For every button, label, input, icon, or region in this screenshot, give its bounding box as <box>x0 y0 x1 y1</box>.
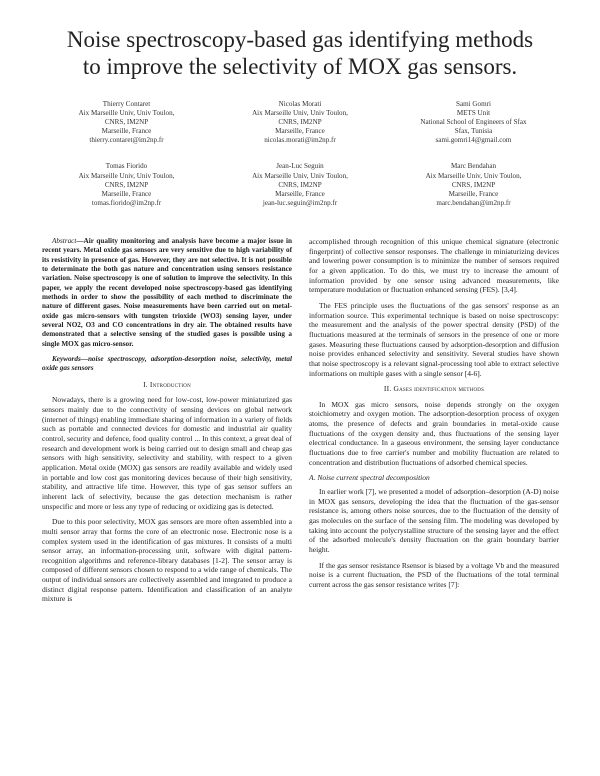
author-card <box>387 100 560 145</box>
abstract-label: Abstract <box>52 237 77 245</box>
author-affiliation: Aix Marseille Univ, Univ Toulon, <box>78 109 175 118</box>
title-line-1: Noise spectroscopy-based gas identifying methods <box>66 27 534 52</box>
author-card <box>40 162 213 207</box>
author-name: Sami Gomri <box>456 100 491 108</box>
author-card <box>214 162 387 207</box>
author-city: Marseille, France <box>275 189 325 198</box>
author-card <box>40 100 213 145</box>
author-affiliation: METS Unit <box>456 109 491 118</box>
author-affiliation: Aix Marseille Univ, Univ Toulon, <box>252 171 348 180</box>
paragraph: Due to this poor selectivity, MOX gas sensors are more often assembled into a multi sensor array that forms the core of an electronic nose. Electronic nose is a complex system used in the identification of gas mixtures. It consists of a multi sensor array, an information-processing unit, software with digital pattern-recognition algorithms and reference-library databases [1-2]. The sensor array is composed of different sensors chosen to respond to a wide range of chemicals. The output of individual sensors are collectively assembled and integrated to produce a distinct digital response pattern. Identification and classification of an analyte mixture is <box>42 517 292 604</box>
title-line-2: to improve the selectivity of MOX gas sensors. <box>82 54 518 79</box>
author-email[interactable]: thierry.contaret@im2np.fr <box>89 136 164 145</box>
paragraph: The FES principle uses the fluctuations of the gas sensors' response as an information source. This experimental technique is based on noise spectroscopy: the measurement and the analysis of the power spectral density (PSD) of the fluctuations measured at the terminals of sensors in the presence of one or more gases. Measuring these fluctuations caused by adsorption-desorption and diffusion noise provides enhanced selectivity and sensitivity. Several studies have shown that noise spectroscopy is a relevant signal-processing tool able to extract selective informations on multiple gases with a single sensor [4-6]. <box>309 300 559 378</box>
author-affiliation: Aix Marseille Univ, Univ Toulon, <box>78 171 175 180</box>
paragraph: accomplished through recognition of this unique chemical signature (electronic fingerprint) of collective sensor responses. The challenge in miniaturizing devices and lowering power consumption is to minimize the number of sensors required for a given application. To do this, we must try to increase the amount of information provided by one sensor using advanced measurements, like temperature modulation or fluctuation enhanced sensing (FES). [3,4]. <box>309 237 559 295</box>
author-affiliation: CNRS, IM2NP <box>104 180 149 189</box>
author-affiliation: National School of Engineers of Sfax <box>420 118 527 127</box>
abstract <box>42 237 292 349</box>
author-affiliation: CNRS, IM2NP <box>278 180 322 189</box>
author-name: Thierry Contaret <box>102 100 151 108</box>
author-affiliation: Aix Marseille Univ, Univ Toulon, <box>252 109 348 118</box>
author-email[interactable]: marc.bendahan@im2np.fr <box>436 198 511 207</box>
paper-title <box>30 26 570 80</box>
paragraph: If the gas sensor resistance Rsensor is biased by a voltage Vb and the measured noise is a current fluctuation, the PSD of the fluctuations of the total terminal current across the gas sensor resistance writes [7]: <box>309 560 559 589</box>
author-affiliation: CNRS, IM2NP <box>104 118 149 127</box>
author-city: Sfax, Tunisia <box>454 127 493 136</box>
author-row-2 <box>40 162 560 207</box>
author-name: Marc Bendahan <box>450 162 497 171</box>
right-column <box>309 237 559 596</box>
section-heading-introduction: I. Introduction <box>143 379 191 389</box>
author-row-1 <box>40 100 560 145</box>
author-affiliation: Aix Marseille Univ, Univ Toulon, <box>425 171 522 180</box>
author-name: Nicolas Morati <box>278 100 322 108</box>
author-name: Jean-Luc Seguin <box>276 162 324 171</box>
author-email[interactable]: jean-luc.seguin@im2np.fr <box>262 198 338 207</box>
paragraph: In MOX gas micro sensors, noise depends strongly on the oxygen stoichiometry and oxygen motion. The adsorption-desorption process of oxygen atoms, the presence of defects and grain boundaries in metal-oxide cause fluctuations of the oxygen density and, thus fluctuations of the sensing layer electrical conductance. In a gaseous environment, the sensing layer conductance fluctuations due to free carrier's number and mobility fluctuation are related to concentration and distribution fluctuations of adsorbed chemical species. <box>309 399 559 467</box>
paragraph: In earlier work [7], we presented a model of adsorption–desorption (A-D) noise in MOX gas sensors, developing the idea that the fluctuation of the gas-sensor resistance is, among others noise sources, due to the fluctuation of the density of gas molecules on the surface of the sensing film. The modeling was developed by taking into account the polycrystalline structure of the sensing layer and the effect of the adsorbed molecule's density fluctuation on the grain boundary barrier height. <box>309 486 559 554</box>
author-card <box>387 162 560 207</box>
author-name: Tomas Fiorido <box>105 162 148 171</box>
section-heading-gases: II. Gases identification methods <box>383 384 485 394</box>
author-block <box>40 100 560 225</box>
author-email[interactable]: nicolas.morati@im2np.fr <box>264 136 336 145</box>
author-affiliation: CNRS, IM2NP <box>451 180 496 189</box>
author-city: Marseille, France <box>448 189 499 198</box>
author-affiliation: CNRS, IM2NP <box>278 118 322 127</box>
abstract-text: —Air quality monitoring and analysis have become a major issue in recent years. Metal oxide gas sensors are very sensitive due to high variability of its resistivity in presence of gas. However, they are not selective. It is not possible to determinate the both gas nature and concentration using sensors resistance variation. Noise spectroscopy is one of solution to improve the selectivity. In this paper, we apply the recent developed noise spectroscopy-based gas identifying methods in order to show the possibility of each method to discriminate the nature of different gases. Noise measurements have been carried out on metal-oxide gas micro-sensors with tungsten trioxide (WO3) sensing layer, under several NO2, O3 and CO concentrations in dry air. The obtained results have demonstrated that a selective sensing of the studied gases is possible using a single MOX gas micro-sensor. <box>42 237 292 348</box>
author-card <box>214 100 387 145</box>
author-email[interactable]: tomas.fiorido@im2np.fr <box>91 198 162 207</box>
author-city: Marseille, France <box>101 189 152 198</box>
left-column <box>42 237 292 610</box>
author-email[interactable]: sami.gomri14@gmail.com <box>435 136 512 145</box>
subsection-heading: A. Noise current spectral decomposition <box>309 473 430 483</box>
keywords: Keywords—noise spectroscopy, adsorption-desorption noise, selectivity, metal oxide gas sensors <box>42 355 292 373</box>
paragraph: Nowadays, there is a growing need for low-cost, low-power miniaturized gas sensors mainly due to the connectivity of sensing devices on global network (internet of things) enabling immediate sharing of information in a variety of fields such as portable and connected devices for domestic and industrial air quality control, security and defence, food quality control ... In this context, a great deal of research and development work is being carried out to design small and cheap gas sensors with high sensitivity, selectivity and stability, with respect to a given application. Metal oxide (MOX) gas sensors are readily available and widely used in portable and low cost gas monitoring devices because of their high sensitivity, stability, and attractive life time. However, this type of gas sensor suffers an inherent lack of selectivity, because the gas detection mechanism is rather unspecific and more or less any type of reducing or oxidizing gas is detected. <box>42 395 292 511</box>
author-city: Marseille, France <box>101 127 152 136</box>
author-city: Marseille, France <box>275 127 325 136</box>
